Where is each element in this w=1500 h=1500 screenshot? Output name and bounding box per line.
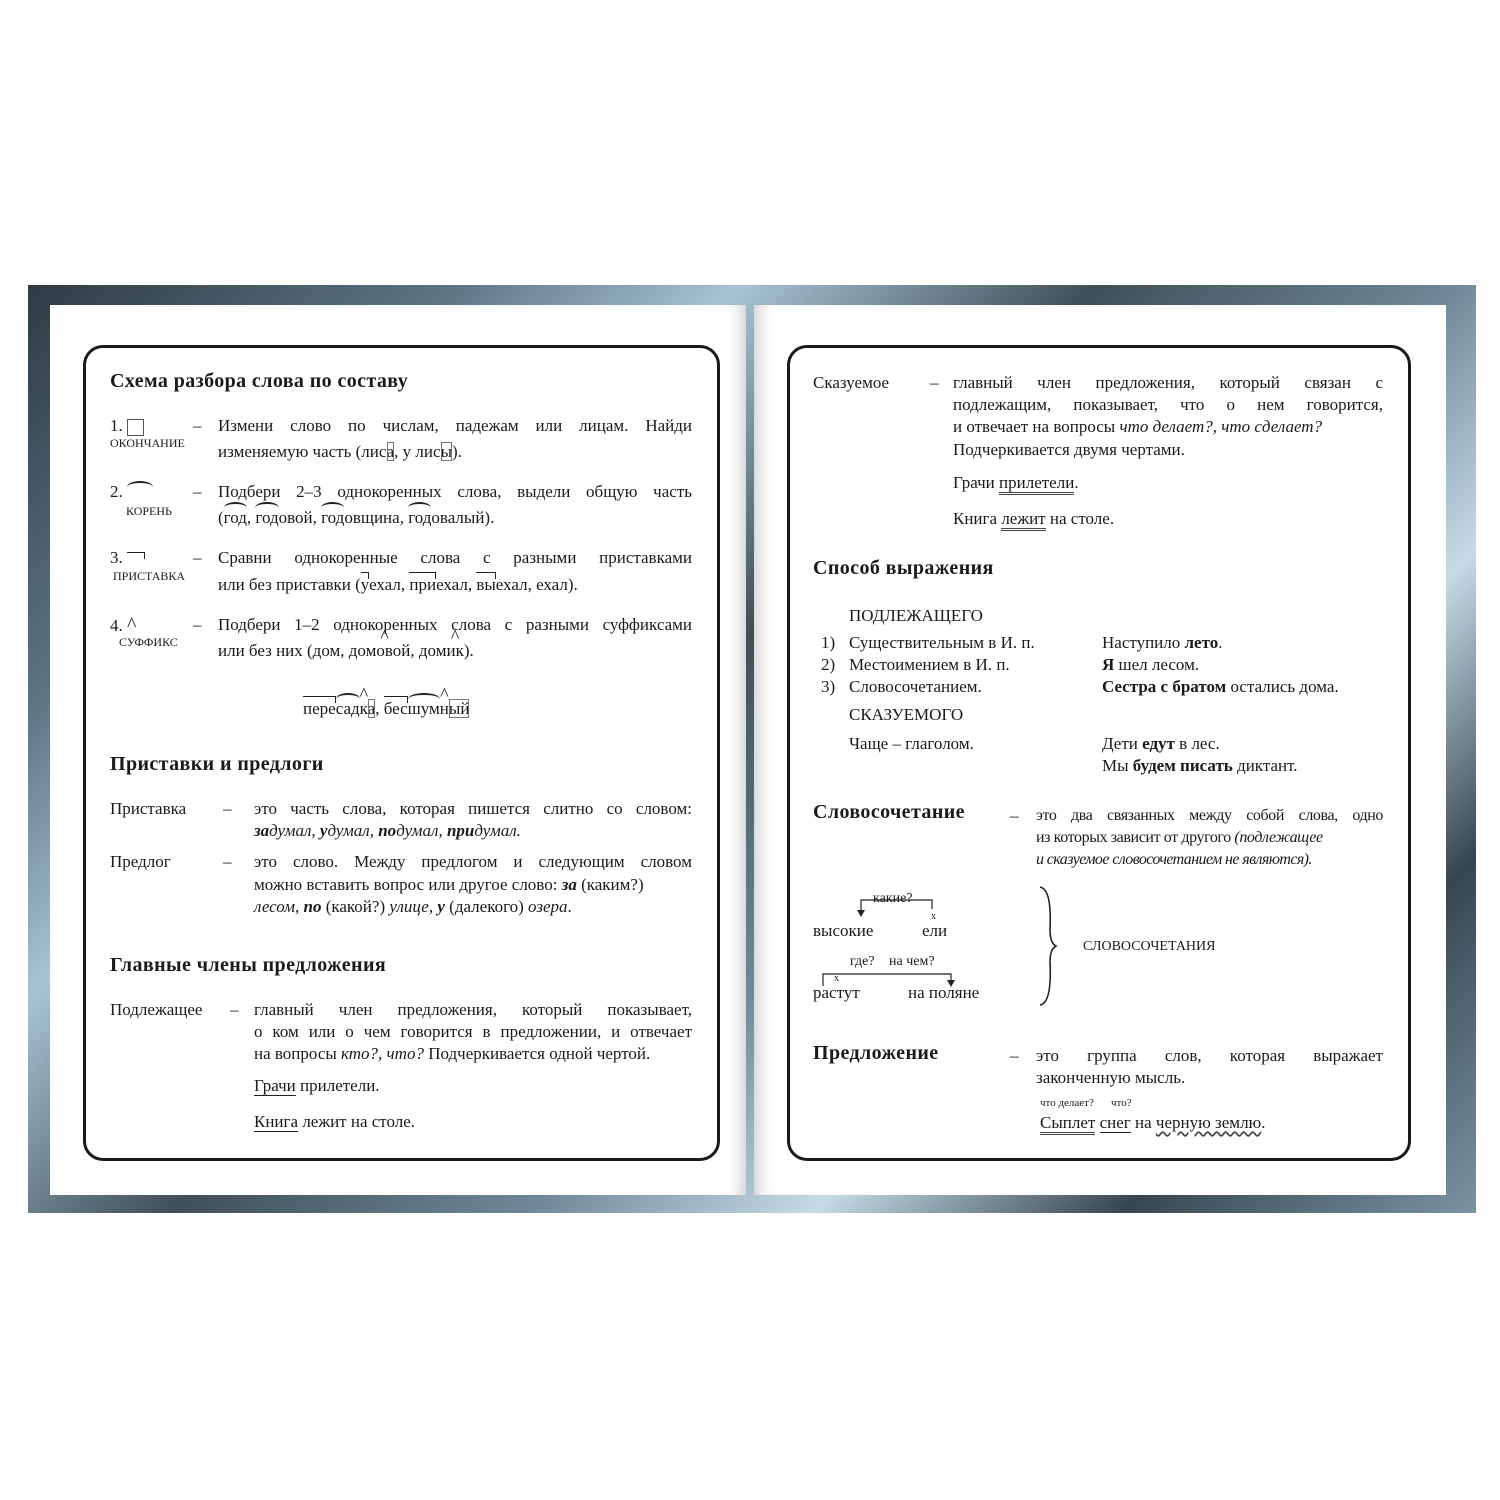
term-heading: Словосочетание — [813, 801, 965, 823]
dash: – — [930, 373, 939, 392]
dash: – — [223, 799, 232, 818]
dash: – — [193, 615, 202, 634]
example: Книга лежит на столе. — [254, 1112, 416, 1131]
item-text: или без них (дом, дом^ овой, дом^ ик). — [218, 640, 474, 662]
prefix-examples: задумал, удумал, подумал, придумал. — [254, 821, 521, 840]
dash: – — [1010, 1046, 1019, 1065]
item-label: ОКОНЧАНИЕ — [110, 436, 185, 450]
main-word: ели — [922, 921, 948, 940]
definition: главный член предложения, который показывает, — [254, 1000, 692, 1019]
dash: – — [193, 416, 202, 435]
list-number: 3) — [821, 677, 836, 696]
subheading: СКАЗУЕМОГО — [849, 705, 964, 724]
item-label: СУФФИКС — [119, 635, 178, 649]
term: Подлежащее — [110, 1000, 203, 1019]
list-example: Сестра с братом остались дома. — [1102, 677, 1339, 696]
section-title: Приставки и предлоги — [110, 753, 324, 775]
phrases-label: СЛОВОСОЧЕТАНИЯ — [1083, 939, 1216, 954]
definition: Подчеркивается двумя чертами. — [953, 440, 1185, 459]
item-text: Подбери 2–3 однокоренных слова, выдели общую часть — [218, 482, 692, 501]
item-text: или без приставки (уехал, приехал, выехал, ехал). — [218, 575, 578, 594]
sentence-example: Сыплет снег на черную землю. — [1040, 1112, 1266, 1134]
item-text: (год, годовой, годовщина, годовалый). — [218, 508, 495, 527]
list-example: Дети едут в лес. — [1102, 734, 1220, 753]
question-label: на чем? — [889, 954, 935, 969]
list-item: Чаще – глаголом. — [849, 734, 974, 753]
list-number: 2) — [821, 655, 836, 674]
question-label: что? — [1111, 1097, 1132, 1109]
item-number: 1. — [110, 416, 123, 435]
subheading: ПОДЛЕЖАЩЕГО — [849, 606, 983, 625]
dash: – — [223, 852, 232, 871]
list-item: Существительным в И. п. — [849, 633, 1035, 652]
list-example: Мы будем писать диктант. — [1102, 756, 1298, 775]
section-title: Способ выражения — [813, 557, 994, 579]
definition: это слово. Между предлогом и следующим словом — [254, 852, 692, 871]
dependent-word: высокие — [813, 921, 874, 940]
prefix-mark-icon — [127, 555, 145, 563]
morpheme-example: пересад^ ка, бесшум^ ный — [303, 698, 469, 720]
term: Предлог — [110, 852, 171, 871]
definition: на вопросы кто?, что? Подчеркивается одной чертой. — [254, 1044, 651, 1063]
term: Сказуемое — [813, 373, 890, 392]
item-label: ПРИСТАВКА — [113, 569, 186, 583]
definition: лесом, по (какой?) улице, у (далекого) озера. — [254, 897, 572, 916]
term-heading: Предложение — [813, 1042, 939, 1064]
definition: главный член предложения, который связан с — [953, 373, 1383, 392]
ending-icon — [127, 419, 144, 436]
main-word-mark: х — [834, 973, 839, 984]
definition: можно вставить вопрос или другое слово: за (каким?) — [254, 875, 644, 894]
list-example: Я шел лесом. — [1102, 655, 1200, 674]
list-number: 1) — [821, 633, 836, 652]
example: Книга лежит на столе. — [953, 508, 1114, 530]
definition: это часть слова, которая пишется слитно со словом: — [254, 799, 692, 818]
item-text: Подбери 1–2 однокоренных слова с разными суффиксами — [218, 615, 692, 634]
definition: законченную мысль. — [1036, 1068, 1186, 1087]
dash: – — [1010, 806, 1019, 825]
root-arc-icon — [127, 487, 153, 497]
question-label: где? — [850, 954, 875, 969]
item-text: изменяемую часть (лиса, у лисы). — [218, 442, 462, 461]
item-number: 2. — [110, 482, 123, 501]
list-item: Словосочетанием. — [849, 677, 982, 696]
definition: из которых зависит от другого (подлежащее — [1036, 829, 1323, 846]
section-title: Главные члены предложения — [110, 954, 387, 976]
item-number: 4. — [110, 616, 123, 635]
list-example: Наступило лето. — [1102, 633, 1223, 652]
dash: – — [230, 1000, 239, 1019]
example: Грачи прилетели. — [254, 1076, 380, 1095]
definition: и отвечает на вопросы что делает?, что сделает? — [953, 417, 1323, 436]
suffix-caret-icon: ^ — [127, 614, 137, 636]
dependent-word: на поляне — [908, 983, 980, 1002]
list-item: Местоимением в И. п. — [849, 655, 1010, 674]
item-number: 3. — [110, 548, 123, 567]
item-text: Измени слово по числам, падежам или лицам. Найди — [218, 416, 692, 435]
term: Приставка — [110, 799, 187, 818]
dash: – — [193, 548, 202, 567]
brace-icon — [1040, 887, 1056, 1005]
dash: – — [193, 482, 202, 501]
example: Грачи прилетели. — [953, 472, 1079, 494]
definition: это группа слов, которая выражает — [1036, 1046, 1383, 1065]
main-word-mark: х — [931, 911, 936, 922]
definition: подлежащим, показывает, что о нем говорится, — [953, 395, 1383, 414]
definition: это два связанных между собой слова, одно — [1036, 807, 1383, 824]
item-label: КОРЕНЬ — [126, 504, 172, 518]
definition: и сказуемое словосочетанием не являются). — [1036, 851, 1312, 868]
item-text: Сравни однокоренные слова с разными приставками — [218, 548, 692, 567]
section-title: Схема разбора слова по составу — [110, 370, 409, 392]
question-label: что делает? — [1040, 1097, 1094, 1109]
definition: о ком или о чем говорится в предложении, и отвечает — [254, 1022, 692, 1041]
main-word: растут — [813, 983, 860, 1002]
question-label: какие? — [873, 891, 913, 906]
